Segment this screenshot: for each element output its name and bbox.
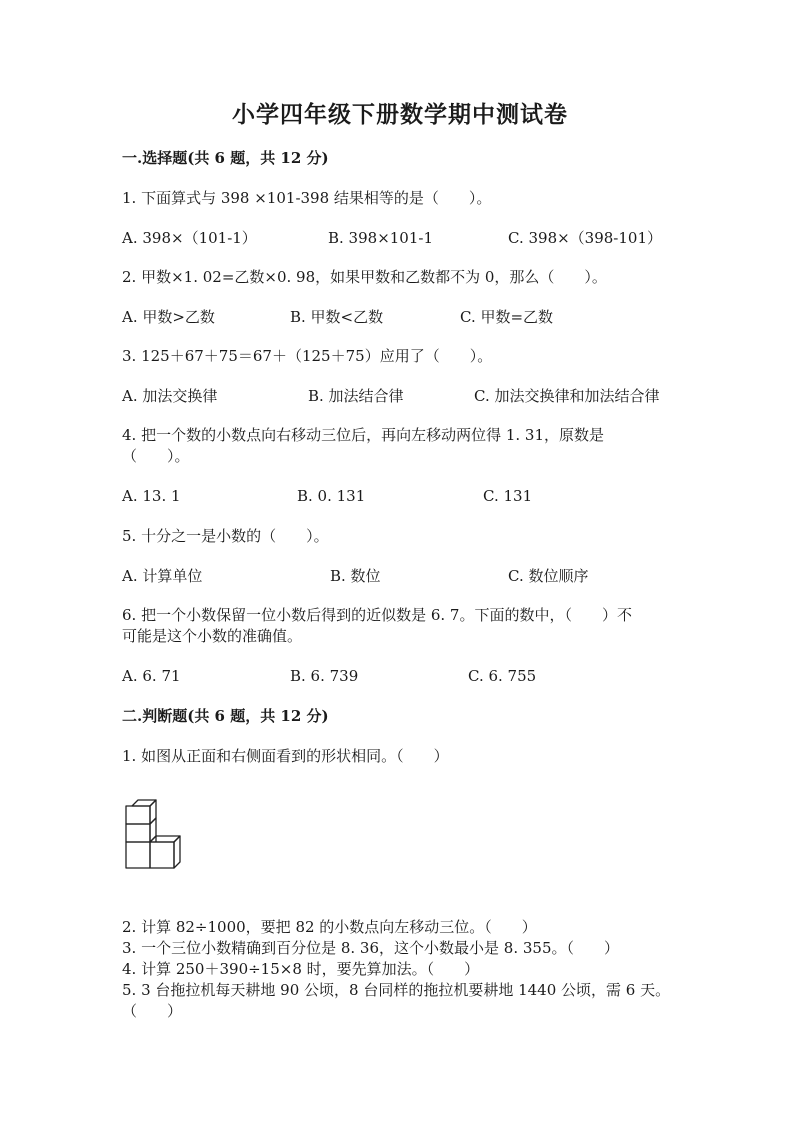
question-3: 3. 125＋67＋75＝67＋（125＋75）应用了（ ）。 xyxy=(122,347,493,365)
option-c[interactable]: C. 甲数=乙数 xyxy=(460,308,554,326)
judgement-5: 5. 3 台拖拉机每天耕地 90 公顷，8 台同样的拖拉机要耕地 1440 公顷，需 6 天。 xyxy=(122,981,671,999)
option-c[interactable]: C. 398×（398-101） xyxy=(508,229,663,247)
section-heading-judgement: 二.判断题(共 6 题，共 12 分) xyxy=(122,707,329,725)
option-b[interactable]: B. 加法结合律 xyxy=(308,387,404,405)
option-b[interactable]: B. 数位 xyxy=(330,567,381,585)
judgement-3: 3. 一个三位小数精确到百分位是 8. 36，这个小数最小是 8. 355。（ ） xyxy=(122,939,619,957)
option-b[interactable]: B. 6. 739 xyxy=(290,667,359,685)
judgement-4: 4. 计算 250＋390÷15×8 时，要先算加法。（ ） xyxy=(122,960,480,978)
option-a[interactable]: A. 甲数>乙数 xyxy=(122,308,215,326)
option-c[interactable]: C. 加法交换律和加法结合律 xyxy=(474,387,660,405)
option-a[interactable]: A. 398×（101-1） xyxy=(122,229,257,247)
question-4-cont: （ ）。 xyxy=(122,447,190,465)
question-1: 1. 下面算式与 398 ×101-398 结果相等的是（ ）。 xyxy=(122,189,492,207)
option-b[interactable]: B. 甲数<乙数 xyxy=(290,308,384,326)
page-title: 小学四年级下册数学期中测试卷 xyxy=(232,101,568,128)
option-c[interactable]: C. 数位顺序 xyxy=(508,567,589,585)
judgement-2: 2. 计算 82÷1000，要把 82 的小数点向左移动三位。（ ） xyxy=(122,918,537,936)
option-c[interactable]: C. 6. 755 xyxy=(468,667,537,685)
judgement-1: 1. 如图从正面和右侧面看到的形状相同。（ ） xyxy=(122,747,449,765)
question-6: 6. 把一个小数保留一位小数后得到的近似数是 6. 7。下面的数中，（ ）不 xyxy=(122,606,632,624)
judgement-5-cont: （ ） xyxy=(122,1002,183,1020)
option-b[interactable]: B. 398×101-1 xyxy=(328,229,433,247)
option-b[interactable]: B. 0. 131 xyxy=(297,487,366,505)
option-a[interactable]: A. 加法交换律 xyxy=(122,387,218,405)
cube-stack-figure xyxy=(122,798,186,874)
option-a[interactable]: A. 13. 1 xyxy=(122,487,181,505)
section-heading-choice: 一.选择题(共 6 题，共 12 分) xyxy=(122,149,329,167)
option-a[interactable]: A. 计算单位 xyxy=(122,567,203,585)
option-a[interactable]: A. 6. 71 xyxy=(122,667,181,685)
option-c[interactable]: C. 131 xyxy=(483,487,533,505)
question-2: 2. 甲数×1. 02=乙数×0. 98，如果甲数和乙数都不为 0，那么（ ）。 xyxy=(122,268,607,286)
question-5: 5. 十分之一是小数的（ ）。 xyxy=(122,527,329,545)
question-4: 4. 把一个数的小数点向右移动三位后，再向左移动两位得 1. 31，原数是 xyxy=(122,426,605,444)
question-6-cont: 可能是这个小数的准确值。 xyxy=(122,627,303,645)
